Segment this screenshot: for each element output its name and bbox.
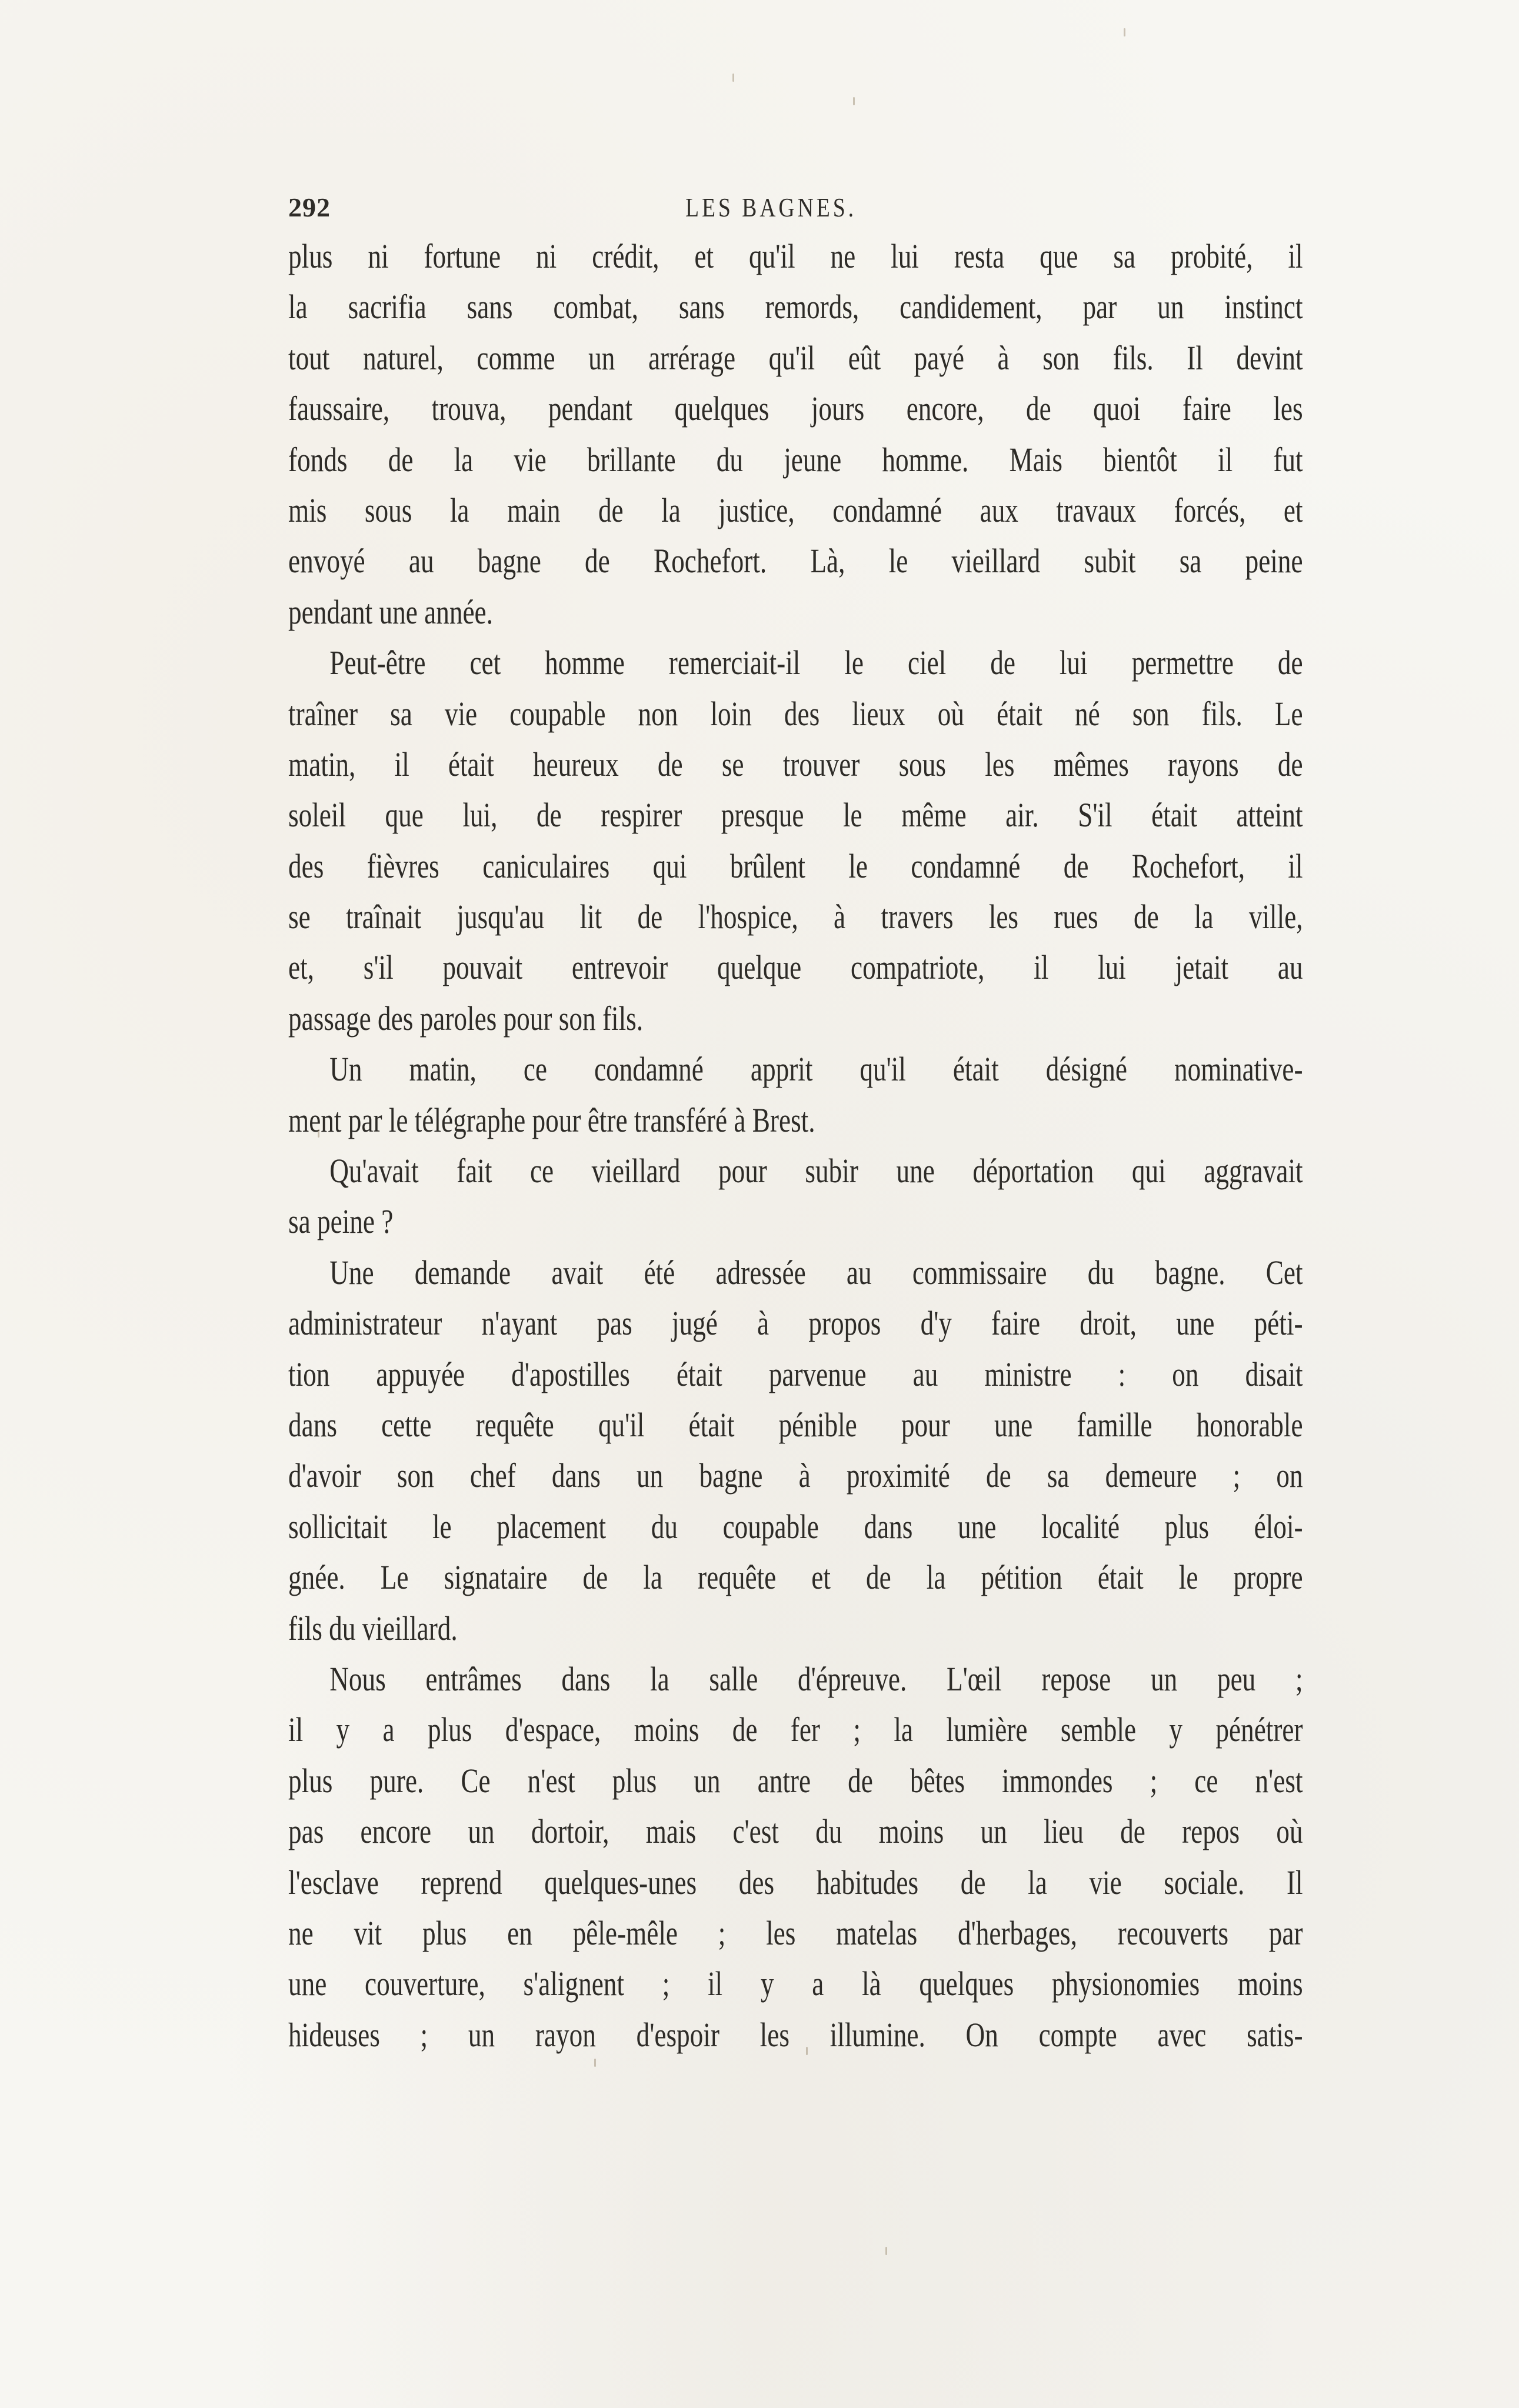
text-line: et, s'il pouvait entrevoir quelque compatriote, il lui jetait au xyxy=(288,948,1303,987)
text-line: tion appuyée d'apostilles était parvenue au ministre : on disait xyxy=(288,1355,1303,1393)
text-line: tout naturel, comme un arrérage qu'il eût payé à son fils. Il devint xyxy=(288,338,1303,377)
paragraph xyxy=(288,638,1303,1044)
text-line: soleil que lui, de respirer presque le même air. S'il était atteint xyxy=(288,796,1303,835)
text-line: pendant une année. xyxy=(288,592,493,631)
text-line: plus pure. Ce n'est plus un antre de bêtes immondes ; ce n'est xyxy=(288,1761,1303,1800)
text-line: fils du vieillard. xyxy=(288,1609,458,1647)
text-line: sollicitait le placement du coupable dans une localité plus éloi- xyxy=(288,1507,1303,1546)
text-line: l'esclave reprend quelques-unes des habitudes de la vie sociale. Il xyxy=(288,1863,1303,1902)
text-line: se traînait jusqu'au lit de l'hospice, à travers les rues de la ville, xyxy=(288,898,1303,936)
paper-speck xyxy=(853,97,855,105)
text-line: faussaire, trouva, pendant quelques jours encore, de quoi faire les xyxy=(288,389,1303,428)
text-line: fonds de la vie brillante du jeune homme. Mais bientôt il fut xyxy=(288,440,1303,479)
text-line: sa peine ? xyxy=(288,1202,394,1241)
paper-speck xyxy=(732,74,734,82)
text-line: d'avoir son chef dans un bagne à proximité de sa demeure ; on xyxy=(288,1456,1303,1495)
text-line: une couverture, s'alignent ; il y a là quelques physionomies moins xyxy=(288,1965,1303,2003)
text-line: Nous entrâmes dans la salle d'épreuve. L'œil repose un peu ; xyxy=(329,1659,1303,1698)
text-line: Un matin, ce condamné apprit qu'il était désigné nominative- xyxy=(329,1050,1303,1089)
text-line: passage des paroles pour son fils. xyxy=(288,999,644,1038)
paper-speck xyxy=(1124,28,1125,36)
running-title: LES BAGNES. xyxy=(685,192,857,222)
paragraph xyxy=(288,1248,1303,1654)
text-line: envoyé au bagne de Rochefort. Là, le vieillard subit sa peine xyxy=(288,542,1303,581)
text-line: plus ni fortune ni crédit, et qu'il ne lui resta que sa probité, il xyxy=(288,237,1303,275)
text-line: matin, il était heureux de se trouver sous les mêmes rayons de xyxy=(288,745,1303,783)
paper-speck xyxy=(806,2047,808,2055)
running-head xyxy=(288,187,1303,228)
text-line: Peut-être cet homme remerciait-il le ciel de lui permettre de xyxy=(329,643,1303,682)
paragraph xyxy=(288,1654,1303,2060)
page-number: 292 xyxy=(288,192,331,222)
text-line: ment par le télégraphe pour être transféré à Brest. xyxy=(288,1100,815,1139)
text-line: gnée. Le signataire de la requête et de la pétition était le propre xyxy=(288,1558,1303,1597)
paper-speck xyxy=(318,1129,319,1138)
paper-speck xyxy=(885,2247,887,2255)
text-line: hideuses ; un rayon d'espoir les illumine. On compte avec satis- xyxy=(288,2015,1303,2054)
text-line: la sacrifia sans combat, sans remords, candidement, par un instinct xyxy=(288,288,1303,326)
text-line: administrateur n'ayant pas jugé à propos d'y faire droit, une péti- xyxy=(288,1304,1303,1343)
text-line: dans cette requête qu'il était pénible pour une famille honorable xyxy=(288,1405,1303,1444)
text-line: pas encore un dortoir, mais c'est du moins un lieu de repos où xyxy=(288,1812,1303,1851)
text-line: Une demande avait été adressée au commissaire du bagne. Cet xyxy=(329,1253,1303,1292)
paragraph xyxy=(288,1146,1303,1248)
text-line: ne vit plus en pêle-mêle ; les matelas d'herbages, recouverts par xyxy=(288,1913,1303,1952)
text-line: des fièvres caniculaires qui brûlent le condamné de Rochefort, il xyxy=(288,846,1303,885)
text-line: Qu'avait fait ce vieillard pour subir une déportation qui aggravait xyxy=(329,1152,1303,1190)
text-line: traîner sa vie coupable non loin des lieux où était né son fils. Le xyxy=(288,694,1303,733)
paper-speck xyxy=(594,2059,596,2067)
text-line: il y a plus d'espace, moins de fer ; la lumière semble y pénétrer xyxy=(288,1710,1303,1749)
paragraph xyxy=(288,1044,1303,1146)
paragraph xyxy=(288,231,1303,638)
body-text xyxy=(288,231,1303,2060)
text-line: mis sous la main de la justice, condamné aux travaux forcés, et xyxy=(288,491,1303,529)
